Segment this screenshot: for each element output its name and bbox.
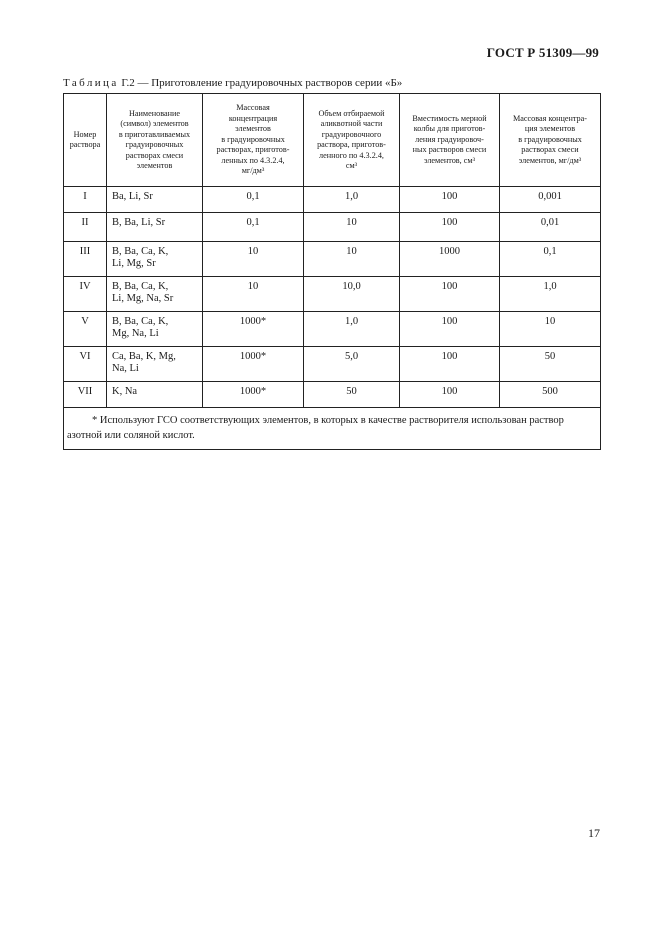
header-line: градуировочного	[321, 129, 382, 139]
table-row	[64, 312, 601, 347]
header-element-names	[107, 94, 203, 187]
element-line: B, Ba, Ca, K,	[112, 281, 169, 292]
table-row	[64, 277, 601, 312]
cell-flask-volume: 100	[400, 187, 500, 213]
header-line: Номер	[73, 129, 97, 139]
cell-mixture-concentration: 0,001	[500, 187, 601, 213]
header-line: градуировочных	[125, 140, 184, 149]
cell-solution-number: V	[64, 312, 107, 347]
cell-mixture-concentration: 0,01	[500, 213, 601, 242]
cell-aliquot-volume: 10,0	[304, 277, 400, 312]
cell-elements	[107, 347, 203, 382]
element-line: Li, Mg, Sr	[112, 258, 156, 269]
cell-mixture-concentration: 10	[500, 312, 601, 347]
header-solution-number	[64, 94, 107, 187]
header-line: ления градуировоч-	[415, 134, 484, 144]
header-mass-concentration	[203, 94, 304, 187]
element-line: Ba, Li, Sr	[112, 191, 153, 202]
table-caption-label: Таблица	[63, 77, 119, 89]
page-number: 17	[588, 826, 600, 840]
cell-mixture-concentration: 0,1	[500, 242, 601, 277]
header-line: концентрация	[228, 113, 278, 123]
header-line: растворах смеси	[125, 150, 184, 160]
header-line: Массовая концентра-	[512, 113, 588, 123]
cell-aliquot-volume: 50	[304, 382, 400, 408]
header-line: элементов, мг/дм³	[518, 155, 582, 165]
cell-aliquot-volume: 1,0	[304, 187, 400, 213]
header-line: элементов, см³	[423, 155, 476, 165]
cell-solution-number: II	[64, 213, 107, 242]
header-line: в приготавливаемых	[118, 129, 191, 139]
header-line: элементов	[235, 124, 271, 134]
header-line: растворах смеси	[521, 145, 579, 155]
cell-flask-volume: 100	[400, 312, 500, 347]
table-header-row	[64, 94, 601, 187]
cell-flask-volume: 100	[400, 277, 500, 312]
element-line: B, Ba, Ca, K,	[112, 246, 169, 257]
cell-flask-volume: 100	[400, 213, 500, 242]
header-line: Вместимость мерной	[412, 113, 487, 123]
cell-mass-concentration: 10	[203, 242, 304, 277]
cell-aliquot-volume: 5,0	[304, 347, 400, 382]
table-row	[64, 382, 601, 408]
header-line: см³	[345, 161, 358, 170]
cell-solution-number: VI	[64, 347, 107, 382]
header-line: Массовая	[236, 103, 270, 113]
cell-mass-concentration: 0,1	[203, 213, 304, 242]
header-line: колбы для приготов-	[413, 124, 486, 134]
cell-aliquot-volume: 10	[304, 213, 400, 242]
table-row	[64, 187, 601, 213]
cell-solution-number: III	[64, 242, 107, 277]
element-line: K, Na	[112, 386, 138, 397]
table-caption-title: Г.2 — Приготовление градуировочных растворов серии «Б»	[121, 77, 403, 89]
cell-mass-concentration: 0,1	[203, 187, 304, 213]
header-line: ция элементов	[524, 124, 576, 134]
header-flask-volume	[400, 94, 500, 187]
cell-flask-volume: 1000	[400, 242, 500, 277]
table-caption	[63, 77, 402, 89]
cell-mixture-concentration: 500	[500, 382, 601, 408]
element-line: Na, Li	[112, 363, 139, 374]
table-row	[64, 347, 601, 382]
header-line: раствора	[69, 140, 101, 149]
header-line: Наименование	[128, 108, 180, 118]
element-line: B, Ba, Ca, K,	[112, 316, 169, 327]
cell-elements	[107, 213, 203, 242]
header-line: элементов	[136, 161, 173, 170]
header-aliquot-volume	[304, 94, 400, 187]
cell-elements	[107, 187, 203, 213]
footnote-row	[64, 408, 601, 450]
cell-mixture-concentration: 50	[500, 347, 601, 382]
cell-mass-concentration: 10	[203, 277, 304, 312]
element-line: Li, Mg, Na, Sr	[112, 293, 174, 304]
footnote-cell	[64, 408, 601, 450]
header-line: ных растворов смеси	[412, 145, 487, 155]
cell-mass-concentration: 1000*	[203, 312, 304, 347]
element-line: Mg, Na, Li	[112, 328, 159, 339]
cell-elements	[107, 382, 203, 408]
element-line: B, Ba, Li, Sr	[112, 217, 166, 228]
header-line: в градуировочных	[221, 134, 285, 144]
cell-flask-volume: 100	[400, 382, 500, 408]
header-line: (символ) элементов	[120, 119, 189, 128]
cell-solution-number: I	[64, 187, 107, 213]
cell-mass-concentration: 1000*	[203, 347, 304, 382]
cell-flask-volume: 100	[400, 347, 500, 382]
document-code: ГОСТ Р 51309—99	[486, 45, 599, 60]
cell-mass-concentration: 1000*	[203, 382, 304, 408]
cell-elements	[107, 312, 203, 347]
calibration-table	[63, 93, 601, 450]
cell-elements	[107, 242, 203, 277]
header-mixture-concentration	[500, 94, 601, 187]
header-line: ленных по 4.3.2.4,	[221, 155, 285, 165]
cell-solution-number: VII	[64, 382, 107, 408]
header-line: мг/дм³	[241, 166, 265, 176]
cell-aliquot-volume: 1,0	[304, 312, 400, 347]
table-row	[64, 242, 601, 277]
table-row	[64, 213, 601, 242]
cell-solution-number: IV	[64, 277, 107, 312]
header-line: раствора, приготов-	[317, 140, 386, 149]
footnote-text: * Используют ГСО соответствующих элементов, в которых в качестве растворителя использован раствор азотной или соляной кислот.	[67, 415, 564, 441]
header-line: Объем отбираемой	[318, 108, 385, 118]
element-line: Ca, Ba, K, Mg,	[112, 351, 176, 362]
header-line: аликвотной части	[320, 119, 383, 128]
header-line: растворах, приготов-	[216, 145, 290, 155]
header-line: ленного по 4.3.2.4,	[319, 150, 384, 160]
cell-elements	[107, 277, 203, 312]
header-line: в градуировочных	[518, 134, 582, 144]
cell-aliquot-volume: 10	[304, 242, 400, 277]
cell-mixture-concentration: 1,0	[500, 277, 601, 312]
